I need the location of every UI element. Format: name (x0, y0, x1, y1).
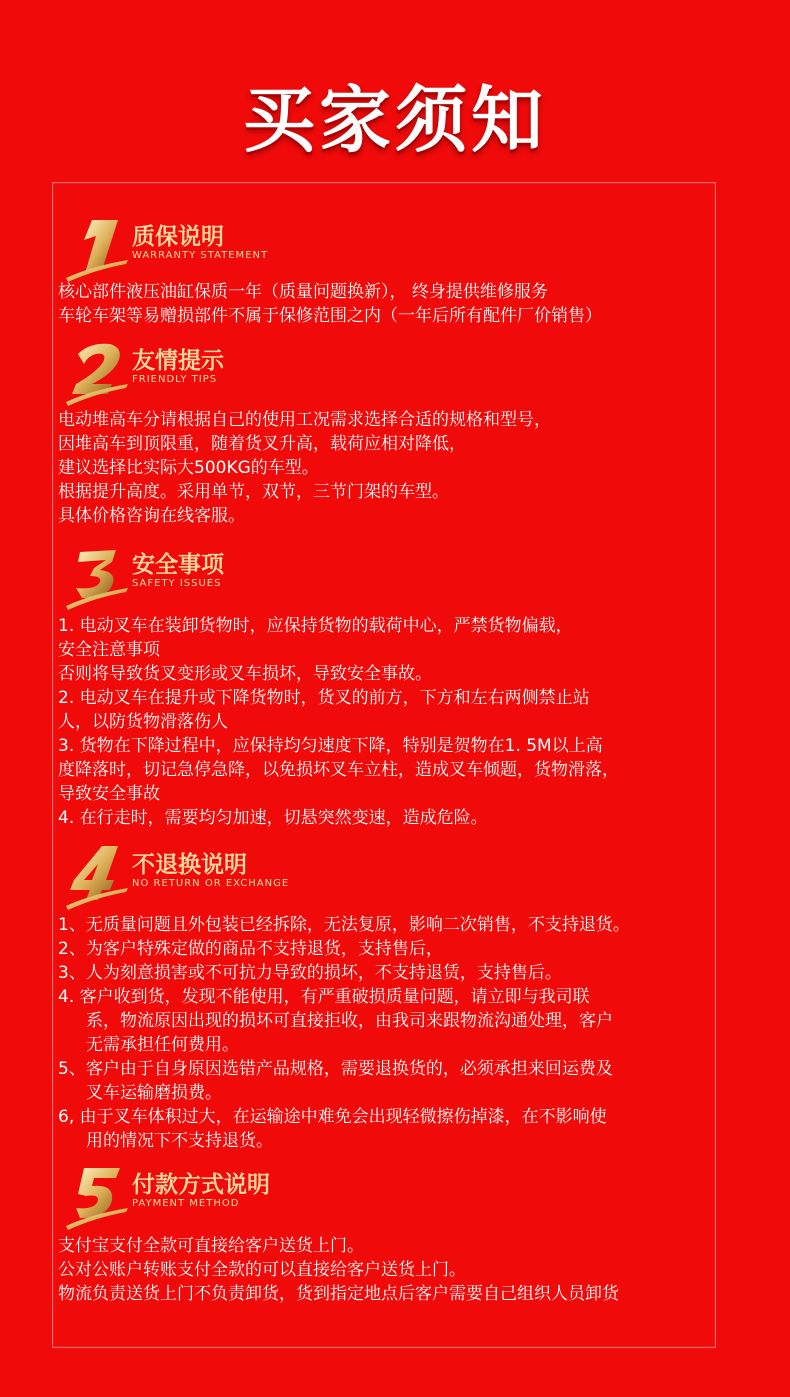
text-line: 3、人为刻意损害或不可抗力导致的损坏，不支持退赁，支持售后。 (58, 963, 562, 983)
section-head-no-return (62, 840, 462, 912)
text-line: 1. 电动叉车在装卸货物时，应保持货物的载荷中心，严禁货物偏载， (58, 616, 573, 636)
section-head-payment (62, 1160, 462, 1232)
section-title: 友情提示 (132, 348, 224, 374)
number-one-icon (62, 212, 132, 284)
section-body-warranty (58, 280, 718, 328)
text-line: 车轮车架等易赠损部件不属于保修范围之内（一年后所有配件厂价销售） (58, 306, 602, 326)
section-body-no-return (58, 913, 718, 1153)
text-line: 因堆高车到顶限重，随着货叉升高，载荷应相对降低， (58, 434, 466, 454)
section-title: 安全事项 (132, 552, 224, 578)
section-head-warranty (62, 212, 462, 284)
section-title: 付款方式说明 (132, 1172, 270, 1198)
number-four-icon (62, 840, 132, 912)
text-line: 2. 电动叉车在提升或下降货物时，货叉的前方，下方和左右两侧禁止站 (58, 688, 590, 708)
text-line: 核心部件液压油缸保质一年（质量问题换新）， 终身提供维修服务 (58, 282, 548, 302)
text-line: 叉车运输磨损费。 (86, 1083, 222, 1103)
section-body-payment (58, 1234, 718, 1306)
text-line: 建议选择比实际大500KG的车型。 (58, 458, 319, 478)
text-line: 6, 由于叉车体积过大，在运输途中难免会出现轻微擦伤掉漆，在不影响使 (58, 1107, 607, 1127)
text-line: 具体价格咨询在线客服。 (58, 506, 245, 526)
text-line: 安全注意事项 (58, 640, 160, 660)
section-title: 质保说明 (132, 224, 224, 250)
text-line: 电动堆高车分请根据自己的使用工况需求选择合适的规格和型号， (58, 410, 551, 430)
text-line: 系，物流原因出现的损坏可直接拒收，由我司来跟物流沟通处理，客户 (86, 1011, 613, 1031)
section-subtitle: PAYMENT METHOD (132, 1198, 240, 1209)
text-line: 3. 货物在下降过程中，应保持均匀速度下降，特别是贺物在1. 5M以上高 (58, 736, 603, 756)
text-line: 1、无质量问题且外包装已经拆除，无法复原，影响二次销售，不支持退货。 (58, 915, 630, 935)
text-line: 5、客户由于自身原因选错产品规格，需要退换货的，必须承担来回运费及 (58, 1059, 613, 1079)
text-line: 人，以防货物滑落伤人 (58, 712, 228, 732)
section-subtitle: FRIENDLY TIPS (132, 374, 218, 385)
number-three-icon (62, 540, 132, 612)
section-title: 不退换说明 (132, 852, 247, 878)
section-head-tips (62, 336, 462, 408)
section-subtitle: SAFETY ISSUES (132, 578, 222, 589)
text-line: 根据提升高度。采用单节，双节，三节门架的车型。 (58, 482, 449, 502)
text-line: 度降落时，切记急停急降，以免损坏叉车立柱，造成叉车倾题，货物滑落， (58, 760, 619, 780)
text-line: 无需承担任何费用。 (86, 1035, 239, 1055)
number-five-icon (62, 1160, 132, 1232)
text-line: 4. 在行走时，需要均匀加速，切悬突然变速，造成危险。 (58, 808, 488, 828)
page-title: 买家须知 (242, 78, 547, 162)
text-line: 物流负责送货上门不负责卸货，货到指定地点后客户需要自己组织人员卸货 (58, 1284, 619, 1304)
section-head-safety (62, 540, 462, 612)
text-line: 支付宝支付全款可直接给客户送货上门。 (58, 1236, 364, 1256)
number-two-icon (62, 336, 132, 408)
text-line: 用的情况下不支持退货。 (86, 1131, 273, 1151)
section-subtitle: NO RETURN OR EXCHANGE (132, 878, 290, 889)
text-line: 导致安全事故 (58, 784, 160, 804)
section-body-safety (58, 614, 718, 830)
text-line: 2、为客户特殊定做的商品不支持退货，支持售后， (58, 939, 443, 959)
text-line: 4. 客户收到货，发现不能使用，有严重破损质量问题，请立即与我司联 (58, 987, 590, 1007)
text-line: 公对公账户转账支付全款的可以直接给客户送货上门。 (58, 1260, 466, 1280)
section-body-tips (58, 408, 718, 528)
text-line: 否则将导致货叉变形或叉车损坏，导致安全事故。 (58, 664, 432, 684)
section-subtitle: WARRANTY STATEMENT (132, 250, 269, 261)
